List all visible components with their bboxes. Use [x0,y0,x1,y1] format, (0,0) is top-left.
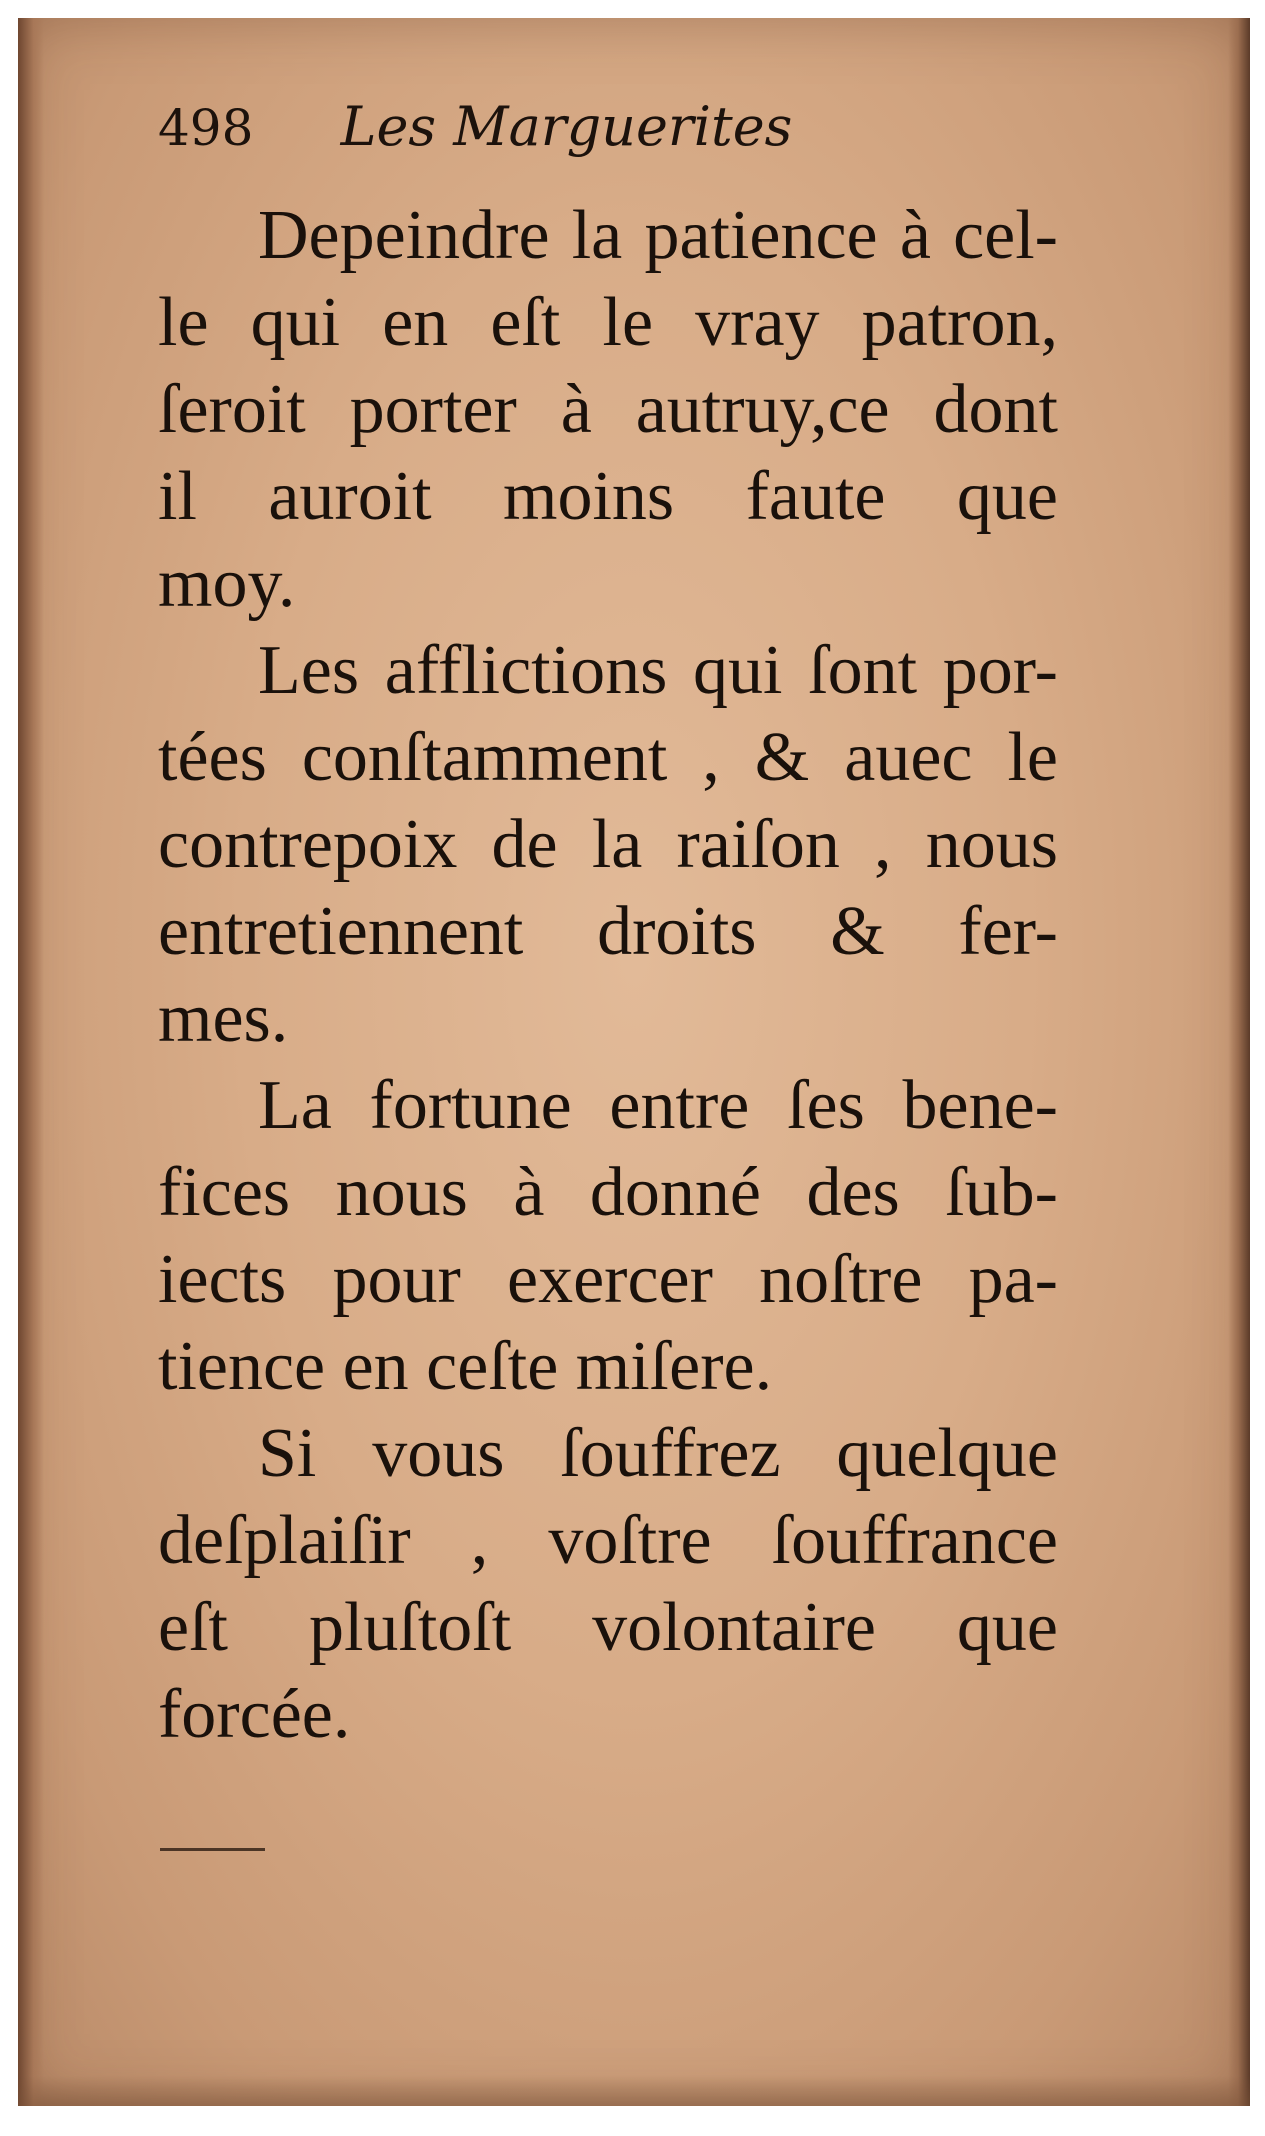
text-line: il auroit moins faute que [158,458,1058,535]
page-left-edge [18,18,44,2106]
text-line: forcée. [158,1676,351,1753]
text-line: Les afflictions qui ſont por- [258,632,1058,709]
text-line: Depeindre la patience à cel- [258,197,1058,274]
text-line: ſeroit porter à autruy,ce dont [158,371,1058,448]
text-line: mes. [158,980,289,1057]
page-number: 498 [158,99,254,157]
page-right-edge [1228,18,1250,2106]
paragraph [158,627,1058,1062]
end-rule [160,1848,265,1851]
page-bottom-edge [18,2076,1250,2106]
paragraph [158,1062,1058,1410]
text-line: moy. [158,545,296,622]
text-line: entretiennent droits & fer- [158,893,1058,970]
text-line: tées conſtamment , & auec le [158,719,1058,796]
text-line: deſplaiſir , voſtre ſouffrance [158,1502,1058,1579]
text-line: Si vous ſouffrez quelque [258,1415,1058,1492]
text-line: eſt pluſtoſt volontaire que [158,1589,1058,1666]
text-line: La fortune entre ſes bene- [258,1067,1058,1144]
text-line: fices nous à donné des ſub- [158,1154,1058,1231]
text-line: iects pour exercer noſtre pa- [158,1241,1058,1318]
running-title: Les Marguerites [340,95,793,158]
text-line: le qui en eſt le vray patron, [158,284,1058,361]
text-body [158,192,1058,1758]
paragraph [158,1410,1058,1758]
page-header [158,95,1058,158]
text-line: contrepoix de la raiſon , nous [158,806,1058,883]
text-line: tience en ceſte miſere. [158,1328,773,1405]
paragraph [158,192,1058,627]
